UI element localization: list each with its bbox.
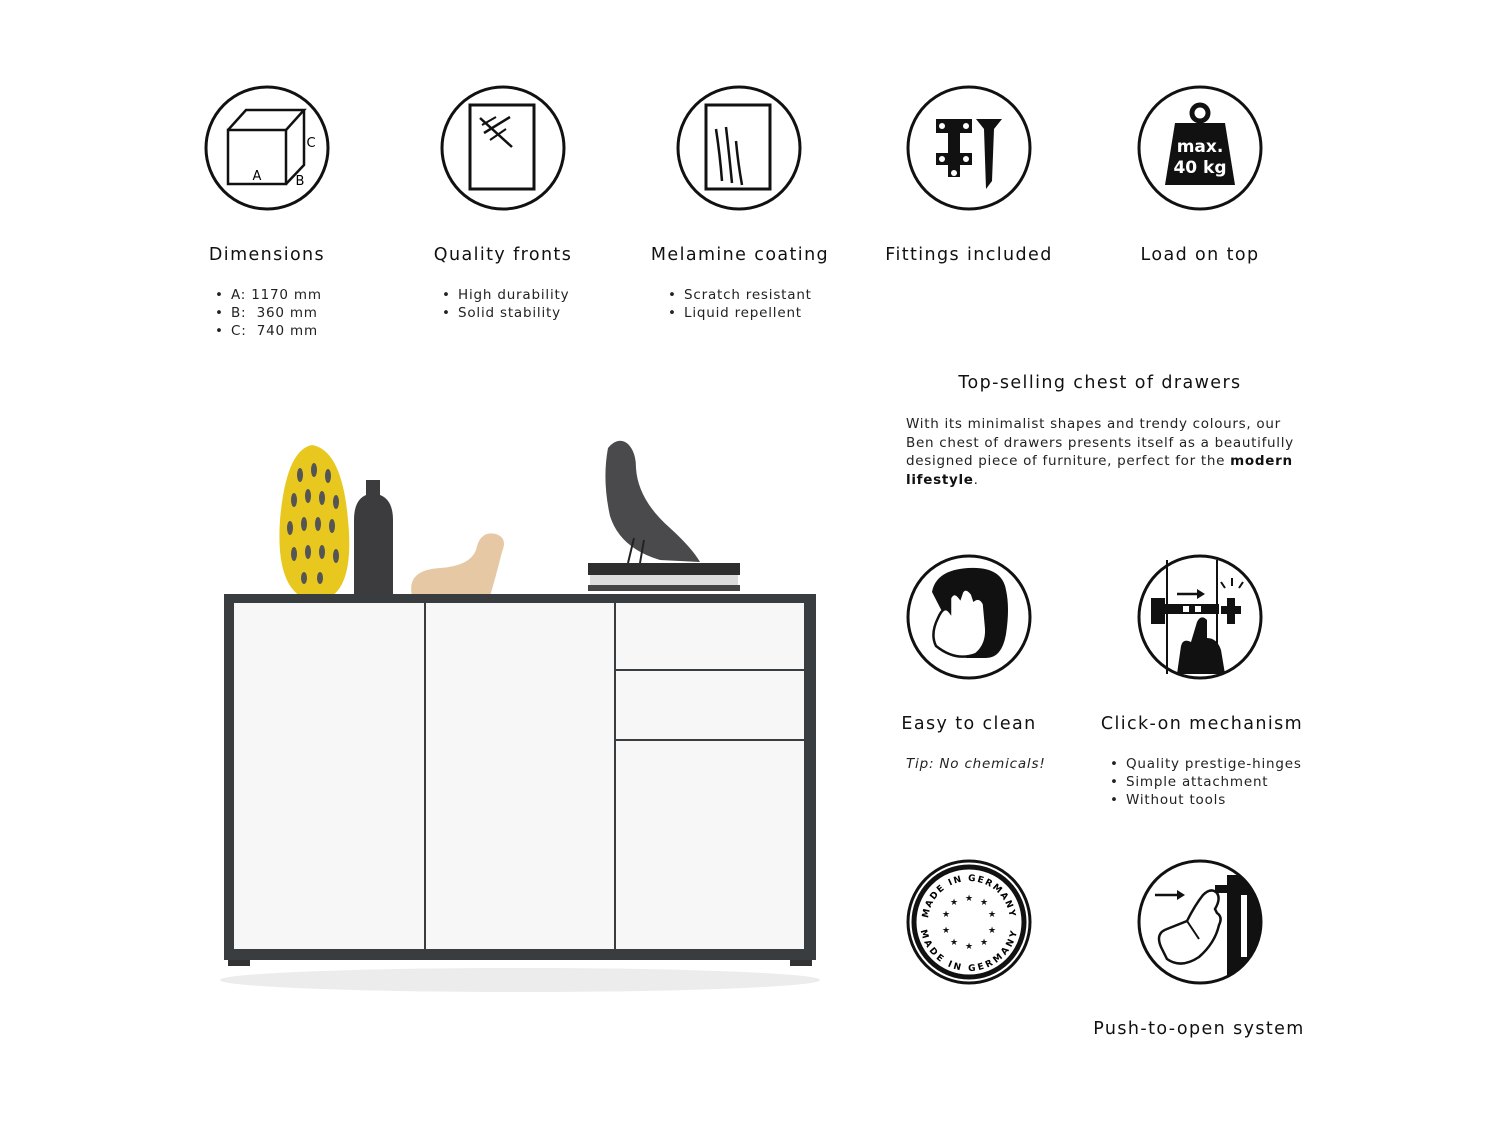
chest-of-drawers-image [200, 420, 840, 1020]
wooden-bird [411, 533, 504, 596]
quality-fronts-bullet-list [442, 286, 569, 322]
feature-title-load-on-top: Load on top [1140, 245, 1260, 265]
bullet-scratch-resistant: • Scratch resistant [668, 286, 812, 304]
easy-to-clean-tip: Tip: No chemicals! [906, 756, 1046, 772]
svg-text:★: ★ [941, 926, 951, 936]
svg-text:★: ★ [987, 926, 997, 936]
svg-text:★: ★ [941, 910, 951, 920]
seal-text-bottom: MADE IN GERMANY [917, 928, 1020, 974]
bullet-solid-stability: • Solid stability [442, 304, 569, 322]
made-in-germany-seal-icon [906, 859, 1032, 985]
bullet-dimension-b: • B: 360 mm [215, 304, 322, 322]
weight-max-label: max. [1176, 137, 1224, 157]
weight-value-label: 40 kg [1173, 158, 1227, 178]
claw-scratch-panel-icon [676, 85, 802, 211]
dark-vase [354, 480, 393, 594]
feature-title-dimensions: Dimensions [208, 245, 326, 265]
click-on-hinge-icon [1137, 554, 1263, 680]
svg-text:★: ★ [964, 942, 974, 952]
bullet-simple-attachment: • Simple attachment [1110, 773, 1302, 791]
bullet-without-tools: • Without tools [1110, 791, 1302, 809]
svg-text:★: ★ [949, 898, 959, 908]
decorative-bird [605, 441, 700, 562]
box-dimensions-icon [204, 85, 330, 211]
svg-text:★: ★ [987, 910, 997, 920]
feature-title-fittings-included: Fittings included [885, 245, 1053, 265]
feature-title-quality-fronts: Quality fronts [433, 245, 573, 265]
svg-text:★: ★ [979, 938, 989, 948]
bullet-dimension-a: • A: 1170 mm [215, 286, 322, 304]
dimension-label-a: A [252, 169, 262, 184]
bullet-high-durability: • High durability [442, 286, 569, 304]
bullet-liquid-repellent: • Liquid repellent [668, 304, 812, 322]
feature-title-melamine-coating: Melamine coating [650, 245, 830, 265]
promo-text-main: With its minimalist shapes and trendy colours, our Ben chest of drawers presents itself as a beautifully designed piece of furniture, perfect for the [906, 416, 1294, 469]
melamine-bullet-list [668, 286, 812, 322]
dimension-label-b: B [295, 174, 305, 189]
svg-text:★: ★ [964, 894, 974, 904]
feature-title-easy-to-clean: Easy to clean [901, 714, 1037, 734]
dimensions-bullet-list [215, 286, 322, 340]
promo-title: Top-selling chest of drawers [958, 373, 1242, 393]
dimension-label-c: C [306, 136, 316, 151]
weight-icon [1137, 85, 1263, 211]
svg-text:★: ★ [979, 898, 989, 908]
bullet-quality-prestige-hinges: • Quality prestige-hinges [1110, 755, 1302, 773]
promo-description [906, 415, 1306, 489]
seal-text-top: MADE IN GERMANY [920, 873, 1017, 919]
feature-title-click-on-mechanism: Click-on mechanism [1100, 714, 1304, 734]
scratched-panel-icon [440, 85, 566, 211]
hand-cloth-icon [906, 554, 1032, 680]
svg-text:★: ★ [949, 938, 959, 948]
feature-title-push-to-open: Push-to-open system [1093, 1019, 1305, 1039]
bullet-dimension-c: • C: 740 mm [215, 322, 322, 340]
promo-text-end: . [973, 471, 979, 488]
promo-text-bold: modern lifestyle [906, 453, 1293, 488]
hinge-screw-icon [906, 85, 1032, 211]
click-on-bullet-list [1110, 755, 1302, 809]
push-to-open-icon [1137, 859, 1263, 985]
